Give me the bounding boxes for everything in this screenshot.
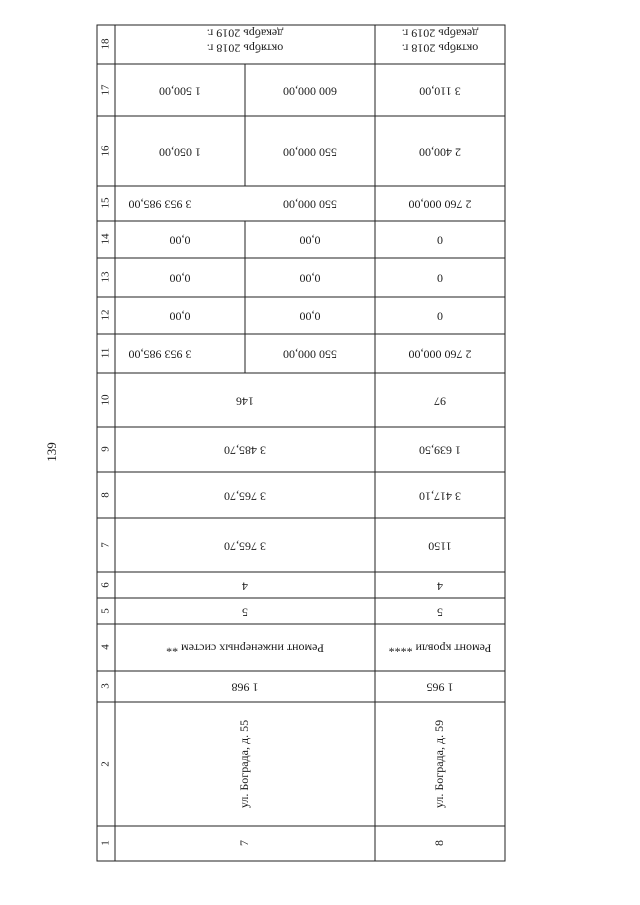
page-number: 139	[44, 442, 59, 462]
r7-c16-a: 1 050,00	[159, 145, 201, 160]
r7-c15-b: 550 000,00	[283, 197, 337, 212]
r7-c2: ул. Бограда, д. 55	[236, 719, 251, 809]
col-header-8: 8	[99, 492, 112, 498]
r8-c10: 97	[434, 394, 446, 409]
r8-c4: Ремонт кровли ****	[388, 641, 492, 656]
column-number-headers	[100, 38, 112, 846]
r7-c18-line2: декабрь 2019 г.	[206, 26, 284, 41]
col-header-2: 2	[99, 761, 112, 767]
r8-c14: 0	[437, 233, 443, 248]
col-header-15: 15	[99, 197, 112, 209]
r7-c18-line1: октябрь 2018 г.	[206, 41, 284, 56]
r7-c14-a: 0,00	[169, 233, 191, 248]
col-header-12: 12	[99, 309, 112, 321]
r7-c12-a: 0,00	[169, 309, 191, 324]
col-header-14: 14	[99, 233, 112, 245]
r8-c17: 3 110,00	[419, 84, 461, 99]
r8-c9: 1 639,50	[419, 443, 461, 458]
col-header-17: 17	[99, 84, 112, 96]
r7-c5: 5	[242, 605, 248, 620]
r7-c11-a: 3 953 985,00	[128, 347, 192, 362]
r8-c7: 1150	[428, 539, 452, 554]
r7-c11-b: 550 000,00	[283, 347, 337, 362]
r7-c9: 3 485,70	[224, 443, 266, 458]
r8-c13: 0	[437, 271, 443, 286]
r8-c18-line2: декабрь 2019 г.	[401, 26, 479, 41]
r7-c14-b: 0,00	[299, 233, 321, 248]
col-header-10: 10	[99, 394, 112, 406]
r8-c18-line1: октябрь 2018 г.	[401, 41, 479, 56]
r7-c16-b: 550 000,00	[283, 145, 337, 160]
table-row-8	[389, 26, 492, 846]
col-header-11: 11	[99, 347, 112, 359]
table-row-7	[129, 26, 338, 846]
col-header-9: 9	[99, 446, 112, 452]
col-header-6: 6	[99, 582, 112, 588]
r8-c15: 2 760 000,00	[408, 197, 472, 212]
r7-c8: 3 765,70	[224, 489, 266, 504]
col-header-5: 5	[99, 608, 112, 614]
col-header-16: 16	[99, 145, 112, 157]
r7-c10: 146	[236, 394, 254, 409]
r8-c3: 1 965	[426, 680, 454, 695]
r8-c8: 3 417,10	[419, 489, 461, 504]
r7-c6: 4	[242, 579, 248, 594]
col-header-13: 13	[99, 271, 112, 283]
r7-c13-b: 0,00	[299, 271, 321, 286]
r8-c16: 2 400,00	[419, 145, 461, 160]
r7-c4: Ремонт инженерных систем **	[166, 641, 324, 656]
col-header-3: 3	[99, 683, 112, 689]
r8-c6: 4	[437, 579, 443, 594]
r8-c1: 8	[431, 840, 446, 846]
r8-c12: 0	[437, 309, 443, 324]
col-header-1: 1	[99, 840, 112, 846]
r7-c17-b: 600 000,00	[283, 84, 337, 99]
col-header-4: 4	[99, 644, 112, 650]
col-header-18: 18	[99, 38, 112, 50]
r7-c17-a: 1 500,00	[159, 84, 201, 99]
r7-c1: 7	[236, 840, 251, 846]
r7-c15-a: 3 953 985,00	[128, 197, 192, 212]
r8-c5: 5	[437, 605, 443, 620]
r7-c13-a: 0,00	[169, 271, 191, 286]
r8-c11: 2 760 000,00	[408, 347, 472, 362]
r7-c7: 3 765,70	[224, 539, 266, 554]
r7-c3: 1 968	[231, 680, 259, 695]
r7-c12-b: 0,00	[299, 309, 321, 324]
col-header-7: 7	[99, 542, 112, 548]
r8-c2: ул. Бограда, д. 59	[431, 719, 446, 809]
